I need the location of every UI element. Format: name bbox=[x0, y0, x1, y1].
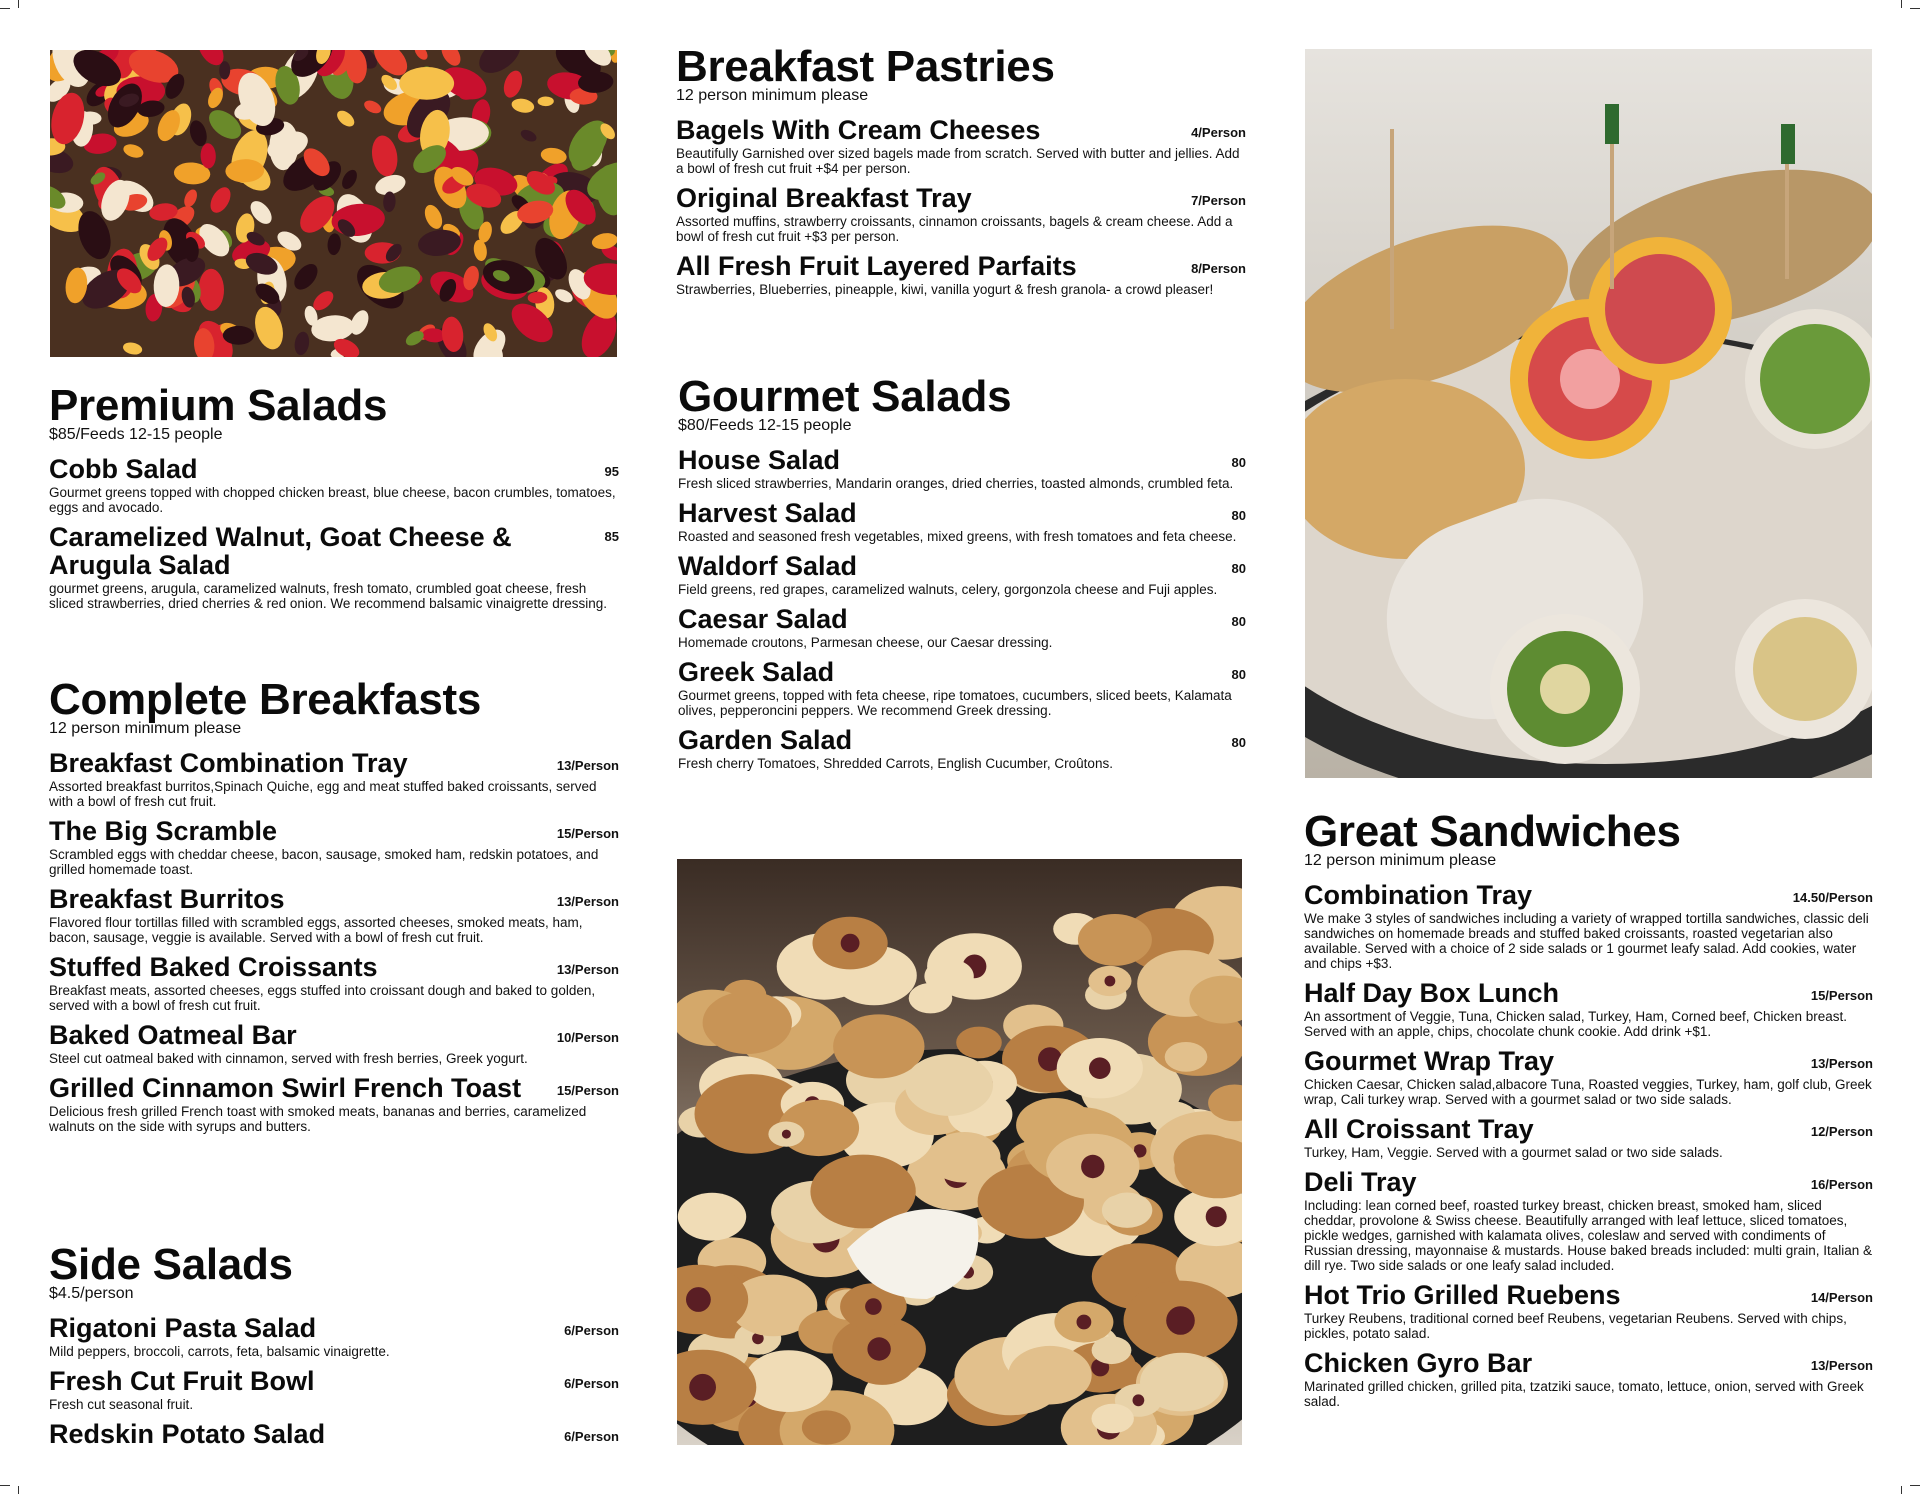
item-price: 13/Person bbox=[1810, 1056, 1873, 1071]
item-name: Deli Tray bbox=[1304, 1167, 1417, 1197]
item-price: 80 bbox=[1231, 561, 1246, 576]
menu-item bbox=[678, 446, 1246, 491]
item-price: 6/Person bbox=[564, 1429, 619, 1444]
section-subtitle: 12 person minimum please bbox=[676, 87, 869, 104]
menu-item bbox=[49, 1314, 619, 1359]
crop-mark bbox=[1901, 0, 1902, 8]
side-salads-section bbox=[49, 1240, 619, 1456]
item-name: Original Breakfast Tray bbox=[676, 183, 972, 213]
item-price: 15/Person bbox=[556, 1083, 619, 1098]
complete-breakfasts-section bbox=[49, 675, 619, 1142]
crop-mark bbox=[1901, 1486, 1902, 1494]
menu-item bbox=[678, 552, 1246, 597]
item-price: 85 bbox=[604, 529, 619, 544]
item-price: 7/Person bbox=[1191, 193, 1246, 208]
crop-mark bbox=[1910, 1485, 1920, 1486]
item-description: Including: lean corned beef, roasted turkey breast, chicken breast, smoked ham, sliced cheddar, provolone & Swiss cheese. Beautifully arranged with leaf lettuce, sliced tomatoes, pickle wedges, garnished with kalamata olives, coleslaw and served with condiments of Russian dressing, mayonnaise & mustards. House baked breads included: multi grain, Italian & dill rye. Two side salads or one leafy salad included. bbox=[1304, 1198, 1873, 1273]
item-description: Scrambled eggs with cheddar cheese, bacon, sausage, smoked ham, redskin potatoes, and grilled homemade toast. bbox=[49, 847, 599, 877]
menu-item bbox=[1304, 1349, 1873, 1409]
item-price: 12/Person bbox=[1810, 1124, 1873, 1139]
item-name: Bagels With Cream Cheeses bbox=[676, 115, 1041, 145]
pastry-filling bbox=[1105, 976, 1116, 987]
item-name: Hot Trio Grilled Ruebens bbox=[1304, 1280, 1621, 1310]
pastry-filling bbox=[686, 1287, 711, 1312]
fruit-piece bbox=[399, 67, 454, 100]
menu-item bbox=[678, 658, 1246, 718]
section-title: Great Sandwiches bbox=[1304, 807, 1681, 856]
crop-mark bbox=[0, 1485, 10, 1486]
pastry-filling bbox=[689, 1374, 716, 1401]
item-price: 15/Person bbox=[1810, 988, 1873, 1003]
section-subtitle: $80/Feeds 12-15 people bbox=[678, 417, 852, 434]
item-description: Chicken Caesar, Chicken salad,albacore Tuna, Roasted veggies, Turkey, ham, golf club, Greek wrap, Cali turkey wrap. Served with a gourmet salad or two side salads. bbox=[1304, 1077, 1872, 1107]
menu-item bbox=[49, 455, 619, 515]
menu-item bbox=[676, 184, 1246, 244]
pastry-piece bbox=[1008, 1346, 1092, 1405]
section-title: Breakfast Pastries bbox=[676, 42, 1055, 91]
menu-item bbox=[1304, 1047, 1873, 1107]
item-description: Roasted and seasoned fresh vegetables, mixed greens, with fresh tomatoes and feta cheese. bbox=[678, 529, 1237, 544]
menu-item bbox=[676, 116, 1246, 176]
section-subtitle: $4.5/person bbox=[49, 1285, 134, 1302]
item-price: 13/Person bbox=[556, 894, 619, 909]
item-description: Fresh cherry Tomatoes, Shredded Carrots, English Cucumber, Croûtons. bbox=[678, 756, 1113, 771]
item-name: Chicken Gyro Bar bbox=[1304, 1348, 1533, 1378]
pastry-piece bbox=[703, 991, 792, 1054]
item-price: 80 bbox=[1231, 614, 1246, 629]
item-name: Waldorf Salad bbox=[678, 551, 858, 581]
item-name: Caesar Salad bbox=[678, 604, 848, 634]
menu-item bbox=[49, 1021, 619, 1066]
menu-item bbox=[678, 499, 1246, 544]
section-subtitle: $85/Feeds 12-15 people bbox=[49, 426, 223, 443]
pastry-piece bbox=[928, 1132, 1000, 1183]
pastry-filling bbox=[1089, 1057, 1111, 1079]
item-description: Delicious fresh grilled French toast with smoked meats, bananas and berries, caramelized walnuts on the side with syrups and butters. bbox=[49, 1104, 587, 1134]
premium-salads-section bbox=[49, 381, 619, 619]
item-description: Marinated grilled chicken, grilled pita, tzatziki sauce, tomato, lettuce, onion, served with Greek salad. bbox=[1304, 1379, 1864, 1409]
pastry-filling bbox=[865, 1298, 882, 1315]
fruit-piece bbox=[223, 326, 254, 345]
item-description: Steel cut oatmeal baked with cinnamon, served with fresh berries, Greek yogurt. bbox=[49, 1051, 528, 1066]
item-name: Garden Salad bbox=[678, 725, 853, 755]
pastry-piece bbox=[802, 1410, 851, 1444]
pastry-piece bbox=[745, 1350, 833, 1412]
item-price: 14.50/Person bbox=[1792, 890, 1873, 905]
menu-item bbox=[49, 953, 619, 1013]
section-title: Side Salads bbox=[49, 1240, 293, 1289]
item-description: Assorted muffins, strawberry croissants, cinnamon croissants, bagels & cream cheese. Add a bowl of fresh cut fruit +$3 per person. bbox=[676, 214, 1233, 244]
pastry-platter-illustration bbox=[677, 859, 1242, 1445]
menu-item bbox=[49, 1074, 619, 1134]
section-title: Complete Breakfasts bbox=[49, 675, 482, 724]
item-name: Combination Tray bbox=[1304, 880, 1533, 910]
item-name: Stuffed Baked Croissants bbox=[49, 952, 378, 982]
breakfast-pastries-section bbox=[676, 42, 1246, 305]
crop-mark bbox=[18, 0, 19, 8]
item-price: 80 bbox=[1231, 667, 1246, 682]
crop-mark bbox=[1910, 8, 1920, 9]
item-price: 4/Person bbox=[1191, 125, 1246, 140]
menu-item bbox=[49, 817, 619, 877]
menu-item bbox=[49, 749, 619, 809]
fruit-salad-photo bbox=[50, 50, 617, 357]
menu-item bbox=[49, 1420, 619, 1448]
item-name: House Salad bbox=[678, 445, 841, 475]
item-description: gourmet greens, arugula, caramelized walnuts, fresh tomato, crumbled goat cheese, fresh sliced strawberries, dried cherries & red onion. We recommend balsamic vinaigrette dressing. bbox=[49, 581, 607, 611]
menu-item bbox=[49, 1367, 619, 1412]
item-description: Gourmet greens topped with chopped chicken breast, blue cheese, bacon crumbles, tomatoes, eggs and avocado. bbox=[49, 485, 616, 515]
item-price: 13/Person bbox=[1810, 1358, 1873, 1373]
item-name: The Big Scramble bbox=[49, 816, 278, 846]
pastry-piece bbox=[1174, 1134, 1242, 1182]
item-description: We make 3 styles of sandwiches including a variety of wrapped tortilla sandwiches, classic deli sandwiches on homemade breads and stuffed baked croissants, roasted vegetarian also available. Served with a choice of 2 side salads or 1 gourmet leafy salad. Add cookies, water and chips +$3. bbox=[1304, 911, 1869, 971]
section-title: Gourmet Salads bbox=[678, 372, 1012, 421]
item-name: Rigatoni Pasta Salad bbox=[49, 1313, 317, 1343]
item-description: Turkey, Ham, Veggie. Served with a gourmet salad or two side salads. bbox=[1304, 1145, 1723, 1160]
item-price: 13/Person bbox=[556, 758, 619, 773]
item-description: Gourmet greens, topped with feta cheese, ripe tomatoes, cucumbers, sliced beets, Kalamata olives, pepperoncini peppers. We recommend Greek dressing. bbox=[678, 688, 1232, 718]
item-name: Breakfast Combination Tray bbox=[49, 748, 408, 778]
item-name: Breakfast Burritos bbox=[49, 884, 285, 914]
wrap-sandwich-photo bbox=[1305, 49, 1872, 778]
section-subtitle: 12 person minimum please bbox=[1304, 852, 1497, 869]
pastry-platter-photo bbox=[677, 859, 1242, 1445]
menu-item bbox=[1304, 979, 1873, 1039]
item-description: An assortment of Veggie, Tuna, Chicken salad, Turkey, Ham, Corned beef, Chicken breast. Served with an apple, chips, chocolate chunk cookie. Add drink +$1. bbox=[1304, 1009, 1848, 1039]
item-description: Fresh cut seasonal fruit. bbox=[49, 1397, 194, 1412]
item-price: 15/Person bbox=[556, 826, 619, 841]
pastry-filling bbox=[782, 1130, 791, 1139]
item-name: All Croissant Tray bbox=[1304, 1114, 1534, 1144]
menu-item bbox=[678, 726, 1246, 771]
item-description: Strawberries, Blueberries, pineapple, kiwi, vanilla yogurt & fresh granola- a crowd pleaser! bbox=[676, 282, 1214, 297]
section-title: Premium Salads bbox=[49, 381, 388, 430]
item-name: Fresh Cut Fruit Bowl bbox=[49, 1366, 315, 1396]
item-name: Gourmet Wrap Tray bbox=[1304, 1046, 1555, 1076]
section-subtitle: 12 person minimum please bbox=[49, 720, 242, 737]
item-description: Assorted breakfast burritos,Spinach Quiche, egg and meat stuffed baked croissants, served with a bowl of fresh cut fruit. bbox=[49, 779, 597, 809]
fruit-salad-illustration bbox=[50, 50, 617, 357]
pastry-piece bbox=[678, 1193, 746, 1241]
item-name: Cobb Salad bbox=[49, 454, 198, 484]
item-price: 13/Person bbox=[556, 962, 619, 977]
great-sandwiches-section bbox=[1304, 807, 1873, 1417]
pastry-piece bbox=[1078, 914, 1152, 966]
item-name: All Fresh Fruit Layered Parfaits bbox=[676, 251, 1077, 281]
pastry-filling bbox=[1081, 1155, 1104, 1178]
item-description: Breakfast meats, assorted cheeses, eggs stuffed into croissant dough and baked to golden, served with a bowl of fresh cut fruit. bbox=[49, 983, 596, 1013]
pastry-filling bbox=[1206, 1206, 1227, 1227]
item-description: Mild peppers, broccoli, carrots, feta, balsamic vinaigrette. bbox=[49, 1344, 390, 1359]
pastry-filling bbox=[1166, 1306, 1195, 1335]
menu-item bbox=[1304, 1115, 1873, 1160]
item-description: Beautifully Garnished over sized bagels made from scratch. Served with butter and jellies. Add a bowl of fresh cut fruit +$4 per person. bbox=[676, 146, 1240, 176]
item-name: Grilled Cinnamon Swirl French Toast bbox=[49, 1073, 522, 1103]
item-description: Turkey Reubens, traditional corned beef Reubens, vegetarian Reubens. Served with chips, pickles, potato salad. bbox=[1304, 1311, 1847, 1341]
pastry-filling bbox=[1133, 1394, 1145, 1406]
item-price: 80 bbox=[1231, 735, 1246, 750]
menu-item bbox=[678, 605, 1246, 650]
item-description: Fresh sliced strawberries, Mandarin oranges, dried cherries, toasted almonds, crumbled feta. bbox=[678, 476, 1234, 491]
menu-item bbox=[1304, 881, 1873, 971]
item-price: 10/Person bbox=[556, 1030, 619, 1045]
pastry-piece bbox=[924, 959, 973, 994]
item-name: Harvest Salad bbox=[678, 498, 857, 528]
wrap-sandwich-illustration bbox=[1305, 49, 1872, 778]
pastry-filling bbox=[1077, 1315, 1092, 1330]
item-name: Half Day Box Lunch bbox=[1304, 978, 1560, 1008]
item-price: 95 bbox=[604, 464, 619, 479]
item-name: Caramelized Walnut, Goat Cheese & Arugula Salad bbox=[49, 522, 512, 580]
crop-mark bbox=[0, 8, 10, 9]
pastry-piece bbox=[1102, 1193, 1152, 1228]
pastry-piece bbox=[1092, 1336, 1132, 1364]
menu-item bbox=[49, 523, 619, 611]
item-price: 14/Person bbox=[1810, 1290, 1873, 1305]
item-description: Homemade croutons, Parmesan cheese, our Caesar dressing. bbox=[678, 635, 1053, 650]
menu-item bbox=[1304, 1168, 1873, 1273]
item-name: Greek Salad bbox=[678, 657, 835, 687]
pastry-piece bbox=[1165, 1042, 1208, 1072]
pastry-piece bbox=[956, 1027, 1002, 1059]
item-price: 6/Person bbox=[564, 1323, 619, 1338]
menu-item bbox=[1304, 1281, 1873, 1341]
item-name: Baked Oatmeal Bar bbox=[49, 1020, 297, 1050]
item-price: 80 bbox=[1231, 508, 1246, 523]
item-name: Redskin Potato Salad bbox=[49, 1419, 326, 1449]
pastry-piece bbox=[1092, 1404, 1134, 1434]
item-price: 8/Person bbox=[1191, 261, 1246, 276]
pastry-piece bbox=[905, 1054, 993, 1116]
item-price: 80 bbox=[1231, 455, 1246, 470]
item-description: Flavored flour tortillas filled with scrambled eggs, assorted cheeses, smoked meats, ham, bacon, sausage, veggie is available. Served with a bowl of fresh cut fruit. bbox=[49, 915, 583, 945]
menu-item bbox=[676, 252, 1246, 297]
gourmet-salads-section bbox=[678, 372, 1246, 779]
item-price: 6/Person bbox=[564, 1376, 619, 1391]
menu-item bbox=[49, 885, 619, 945]
pastry-piece bbox=[833, 1014, 924, 1078]
item-description: Field greens, red grapes, caramelized walnuts, celery, gorgonzola cheese and Fuji apples. bbox=[678, 582, 1218, 597]
pastry-filling bbox=[841, 934, 860, 953]
crop-mark bbox=[18, 1486, 19, 1494]
item-price: 16/Person bbox=[1810, 1177, 1873, 1192]
pastry-filling bbox=[867, 1337, 890, 1360]
